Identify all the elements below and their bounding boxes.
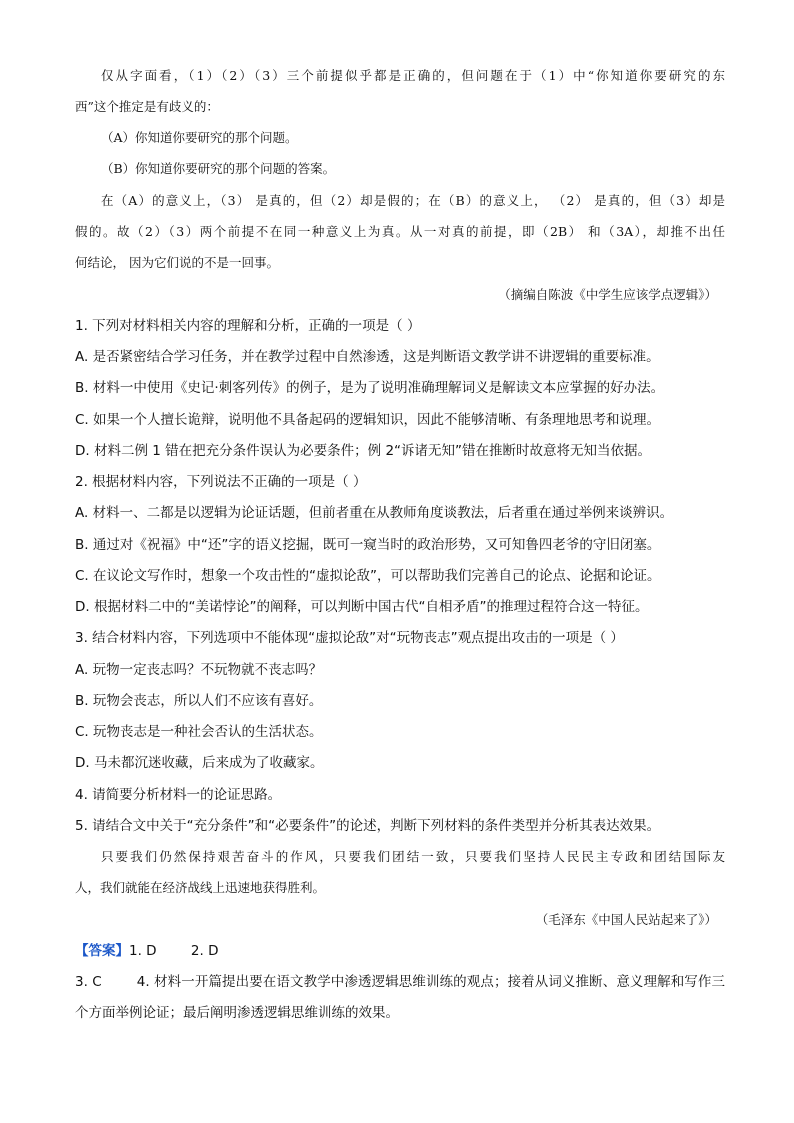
question-3-option-a: A. 玩物一定丧志吗？不玩物就不丧志吗？ bbox=[75, 662, 323, 678]
answer-text: 1. D 2. D bbox=[129, 943, 219, 959]
question-3-option-b: B. 玩物会丧志，所以人们不应该有喜好。 bbox=[75, 693, 323, 709]
question-1-option-d: D. 材料二例 1 错在把充分条件误认为必要条件；例 2“诉诸无知”错在推断时故意将无知当依据。 bbox=[75, 443, 652, 459]
passage-option-b: （B）你知道你要研究的那个问题的答案。 bbox=[101, 161, 336, 176]
question-2: 2. 根据材料内容，下列说法不正确的一项是（ ） bbox=[75, 474, 367, 490]
question-2-option-c: C. 在议论文写作时，想象一个攻击性的“虚拟论敌”，可以帮助我们完善自己的论点、论据和论证。 bbox=[75, 568, 661, 584]
question-3: 3. 结合材料内容，下列选项中不能体现“虚拟论敌”对“玩物丧志”观点提出攻击的一项是（ ） bbox=[75, 630, 624, 646]
answer-line: 3. C 4. 材料一开篇提出要在语文教学中渗透逻辑思维训练的观点；接着从词义推断、意义理解和写作三 bbox=[75, 974, 725, 990]
passage-line: 西”这个推定是有歧义的： bbox=[75, 99, 219, 114]
question-2-option-a: A. 材料一、二都是以逻辑为论证话题，但前者重在从教师角度谈教法，后者重在通过举例来谈辨识。 bbox=[75, 505, 674, 521]
question-1-option-a: A. 是否紧密结合学习任务，并在教学过程中自然渗透，这是判断语文教学讲不讲逻辑的重要标准。 bbox=[75, 349, 660, 365]
question-5: 5. 请结合文中关于“充分条件”和“必要条件”的论述，判断下列材料的条件类型并分析其表达效果。 bbox=[75, 818, 661, 834]
question-1-option-b: B. 材料一中使用《史记·刺客列传》的例子，是为了说明准确理解词义是解读文本应掌握的好办法。 bbox=[75, 380, 665, 396]
passage-line: 何结论， 因为它们说的不是一回事。 bbox=[75, 255, 279, 270]
question-1-option-c: C. 如果一个人擅长诡辩，说明他不具备起码的逻辑知识，因此不能够清晰、有条理地思考和说理。 bbox=[75, 412, 661, 428]
question-2-option-b: B. 通过对《祝福》中“还”字的语义挖掘，既可一窥当时的政治形势，又可知鲁四老爷的守旧闭塞。 bbox=[75, 537, 661, 553]
passage-option-a: （A）你知道你要研究的那个问题。 bbox=[101, 130, 298, 145]
passage-line: 在（A）的意义上，（3） 是真的，但（2）却是假的；在（B）的意义上， （2） 是真的，但（3）却是 bbox=[101, 193, 725, 208]
passage-line: 假的。故（2）（3）两个前提不在同一种意义上为真。从一对真的前提，即（2B） 和（3A），却推不出任 bbox=[75, 224, 725, 239]
question-3-option-c: C. 玩物丧志是一种社会否认的生活状态。 bbox=[75, 724, 323, 740]
passage-source: （摘编自陈波《中学生应该学点逻辑》） bbox=[498, 287, 717, 302]
passage-line: 仅从字面看，（1）（2）（3）三个前提似乎都是正确的，但问题在于（1）中“你知道你要研究的东 bbox=[101, 68, 725, 83]
answer-line: 个方面举例论证；最后阐明渗透逻辑思维训练的效果。 bbox=[75, 1005, 399, 1021]
question-4: 4. 请简要分析材料一的论证思路。 bbox=[75, 787, 282, 803]
question-2-option-d: D. 根据材料二中的“美诺悖论”的阐释，可以判断中国古代“自相矛盾”的推理过程符合这一特征。 bbox=[75, 599, 649, 615]
answer-line bbox=[75, 941, 725, 961]
answer-label: 【答案】 bbox=[75, 943, 129, 959]
question-1: 1. 下列对材料相关内容的理解和分析，正确的一项是（ ） bbox=[75, 318, 421, 334]
quote-line: 只要我们仍然保持艰苦奋斗的作风，只要我们团结一致，只要我们坚持人民民主专政和团结国际友 bbox=[101, 849, 725, 864]
question-3-option-d: D. 马未都沉迷收藏，后来成为了收藏家。 bbox=[75, 755, 324, 771]
quote-line: 人，我们就能在经济战线上迅速地获得胜利。 bbox=[75, 880, 326, 895]
quote-source: （毛泽东《中国人民站起来了》） bbox=[535, 912, 717, 927]
